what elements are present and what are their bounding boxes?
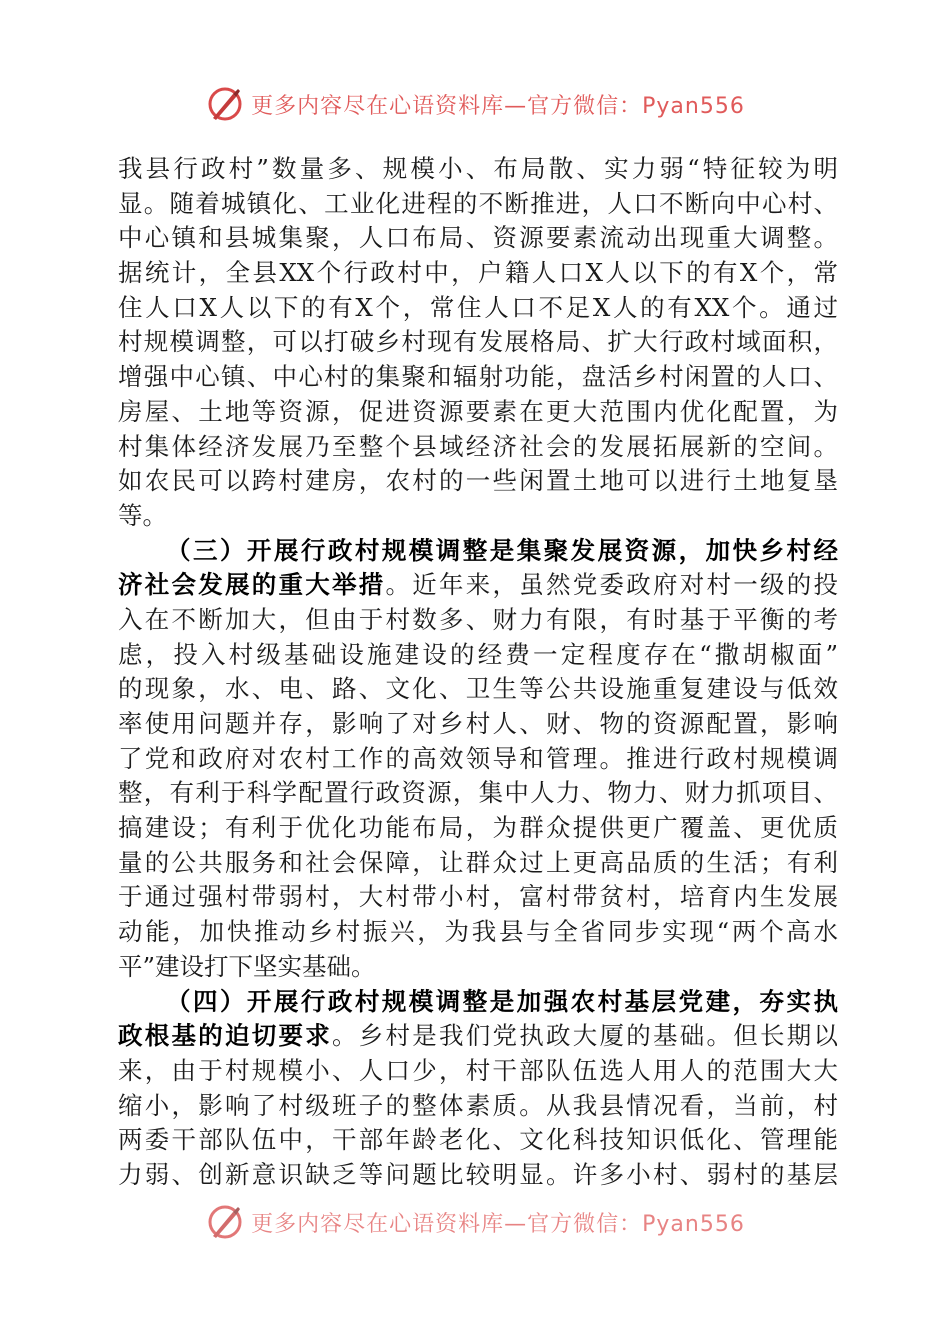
section-heading: 济社会发展的重大举措 [118, 570, 386, 600]
text-line: 的现象，水、电、路、文化、卫生等公共设施重复建设与低效 [118, 674, 838, 704]
text-line: 村规模调整，可以打破乡村现有发展格局、扩大行政村域面积， [118, 327, 838, 357]
text-line: 来，由于村规模小、人口少，村干部队伍选人用人的范围大大 [118, 1055, 838, 1085]
section-heading: 政根基的迫切要求 [118, 1021, 332, 1051]
text-line [118, 1019, 838, 1054]
pen-circle-logo-icon [205, 1202, 245, 1242]
document-body [118, 152, 838, 1193]
text-line: 于通过强村带弱村，大村带小村，富村带贫村，培育内生发展 [118, 882, 838, 912]
text-line: 入在不断加大，但由于村数多、财力有限，有时基于平衡的考 [118, 604, 838, 634]
text-line: 缩小，影响了村级班子的整体素质。从我县情况看，当前，村 [118, 1090, 838, 1120]
text-line: 了党和政府对农村工作的高效领导和管理。推进行政村规模调 [118, 743, 838, 773]
text-line [118, 568, 838, 603]
text-line: 显。随着城镇化、工业化进程的不断推进，人口不断向中心村、 [118, 188, 838, 218]
paragraph-2 [118, 152, 838, 534]
header-watermark [0, 82, 950, 126]
section-heading: （四）开展行政村规模调整是加强农村基层党建，夯实执 [166, 986, 838, 1016]
text-line: 我县行政村”数量多、规模小、布局散、实力弱“特征较为明 [118, 154, 838, 183]
watermark-text: 更多内容尽在心语资料库—官方微信：Pyan556 [251, 93, 745, 119]
footer-watermark [0, 1200, 950, 1244]
text-line: 房屋、土地等资源，促进资源要素在更大范围内优化配置，为 [118, 396, 838, 426]
text-span: 。乡村是我们党执政大厦的基础。但长期以 [332, 1021, 838, 1051]
text-line: 两委干部队伍中，干部年龄老化、文化科技知识低化、管理能 [118, 1125, 838, 1155]
paragraph-4 [118, 985, 838, 1193]
text-line: 住人口X人以下的有X个，常住人口不足X人的有XX个。通过 [118, 292, 838, 322]
text-line: 村集体经济发展乃至整个县域经济社会的发展拓展新的空间。 [118, 431, 838, 461]
text-line: 据统计，全县XX个行政村中，户籍人口X人以下的有X个，常 [118, 258, 838, 288]
text-line: 中心镇和县城集聚，人口布局、资源要素流动出现重大调整。 [118, 223, 838, 253]
pen-circle-logo-icon [205, 84, 245, 124]
text-line: 搞建设；有利于优化功能布局，为群众提供更广覆盖、更优质 [118, 813, 838, 843]
text-span: 。近年来，虽然党委政府对村一级的投 [385, 570, 838, 600]
text-line: 虑，投入村级基础设施建设的经费一定程度存在“撒胡椒面” [118, 639, 838, 669]
section-heading: （三）开展行政村规模调整是集聚发展资源，加快乡村经 [166, 535, 838, 565]
text-line: 率使用问题并存，影响了对乡村人、财、物的资源配置，影响 [118, 709, 838, 738]
text-line: 动能，加快推动乡村振兴，为我县与全省同步实现“两个高水 [118, 917, 838, 947]
text-line: 力弱、创新意识缺乏等问题比较明显。许多小村、弱村的基层 [118, 1159, 838, 1189]
text-line: 量的公共服务和社会保障，让群众过上更高品质的生活；有利 [118, 847, 838, 877]
text-line: 如农民可以跨村建房，农村的一些闲置土地可以进行土地复垦 [118, 466, 838, 496]
text-line: 等。 [118, 500, 167, 530]
watermark-text: 更多内容尽在心语资料库—官方微信：Pyan556 [251, 1211, 745, 1237]
text-line: 平”建设打下坚实基础。 [118, 951, 376, 981]
paragraph-3 [118, 534, 838, 985]
text-line: 增强中心镇、中心村的集聚和辐射功能，盘活乡村闲置的人口、 [118, 362, 838, 392]
text-line: 整，有利于科学配置行政资源，集中人力、物力、财力抓项目、 [118, 778, 838, 808]
